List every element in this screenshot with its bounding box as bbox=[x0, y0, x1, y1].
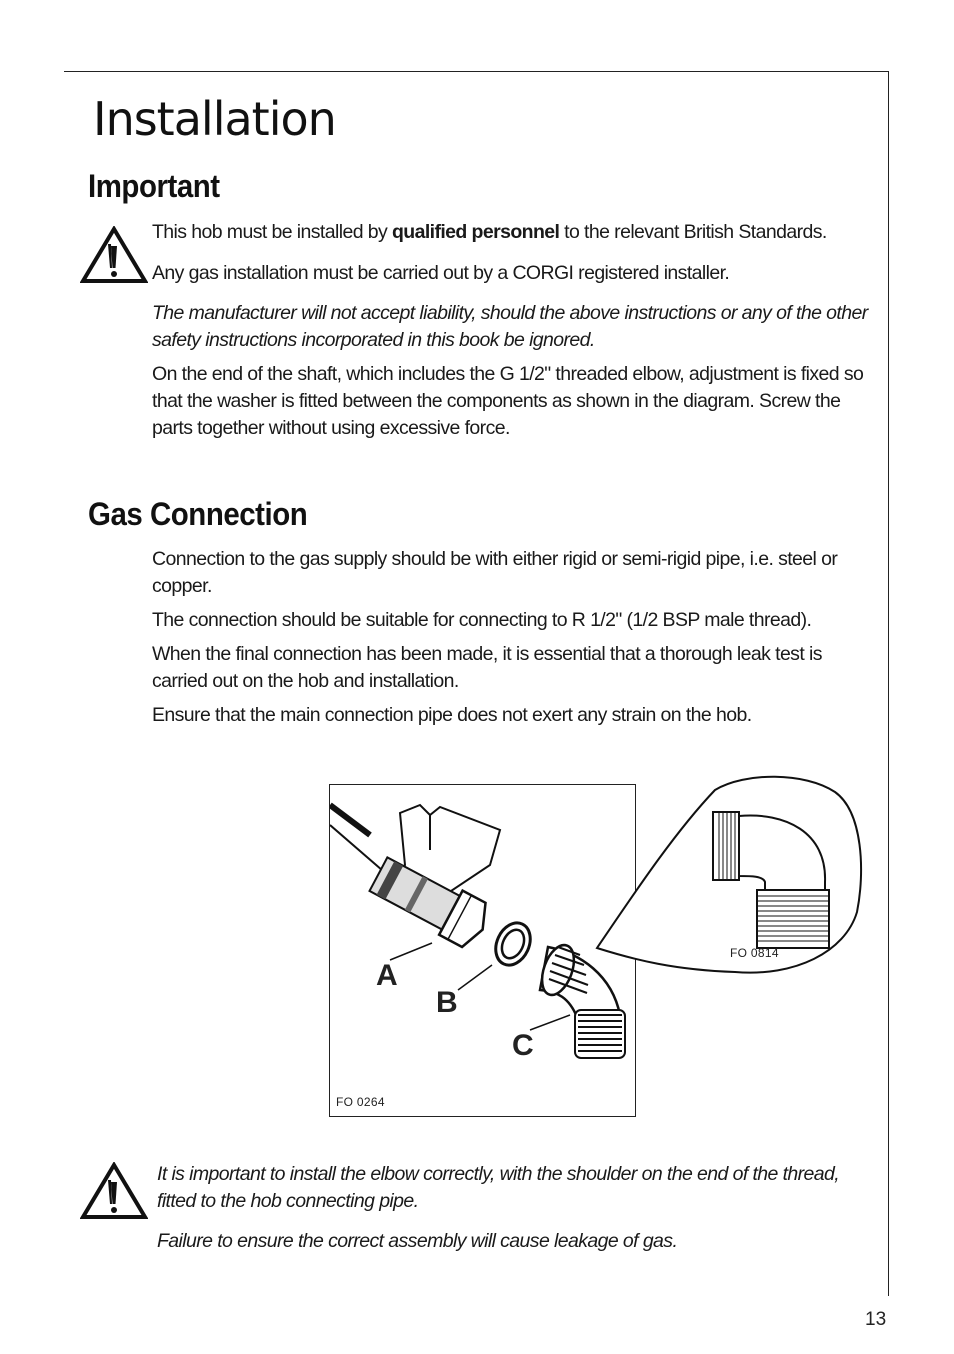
right-rule bbox=[888, 71, 889, 1296]
figure-code-detail: FO 0814 bbox=[730, 946, 779, 960]
shaft-paragraph: On the end of the shaft, which includes the G 1/2" threaded elbow, adjustment is fixed so that the washer is fitted between the components as shown in the diagram. Screw the parts together without using excessive force. bbox=[152, 363, 864, 439]
gas-connection-heading: Gas Connection bbox=[88, 496, 308, 532]
leakage-warning-paragraph: Failure to ensure the correct assembly will cause leakage of gas. bbox=[157, 1230, 678, 1252]
label-b: B bbox=[436, 986, 458, 1019]
assembly-illustration bbox=[330, 785, 636, 1117]
label-a: A bbox=[376, 959, 398, 992]
assembly-diagram bbox=[329, 784, 636, 1117]
gas-paragraph-3: When the final connection has been made, it is essential that a thorough leak test is carried out on the hob and installation. bbox=[152, 643, 822, 692]
important-paragraph-1: This hob must be installed by qualified personnel to the relevant British Standards. bbox=[152, 221, 827, 243]
label-c: C bbox=[512, 1029, 534, 1062]
elbow-warning-paragraph: It is important to install the elbow correctly, with the shoulder on the end of the thread, fitted to the hob connecting pipe. bbox=[157, 1163, 840, 1212]
gas-paragraph-1: Connection to the gas supply should be with either rigid or semi-rigid pipe, i.e. steel or copper. bbox=[152, 548, 838, 597]
important-heading: Important bbox=[88, 168, 220, 204]
warning-triangle-icon bbox=[80, 226, 148, 284]
top-rule bbox=[64, 71, 889, 72]
page-title: Installation bbox=[93, 92, 336, 146]
figure-code-main: FO 0264 bbox=[336, 1095, 385, 1109]
gas-paragraph-4: Ensure that the main connection pipe does not exert any strain on the hob. bbox=[152, 704, 752, 726]
liability-paragraph: The manufacturer will not accept liability, should the above instructions or any of the other safety instructions incorporated in this book be ignored. bbox=[152, 302, 868, 351]
warning-triangle-icon bbox=[80, 1162, 148, 1220]
page-number: 13 bbox=[865, 1309, 887, 1330]
important-paragraph-2: Any gas installation must be carried out by a CORGI registered installer. bbox=[152, 262, 730, 284]
gas-paragraph-2: The connection should be suitable for connecting to R 1/2" (1/2 BSP male thread). bbox=[152, 609, 812, 631]
